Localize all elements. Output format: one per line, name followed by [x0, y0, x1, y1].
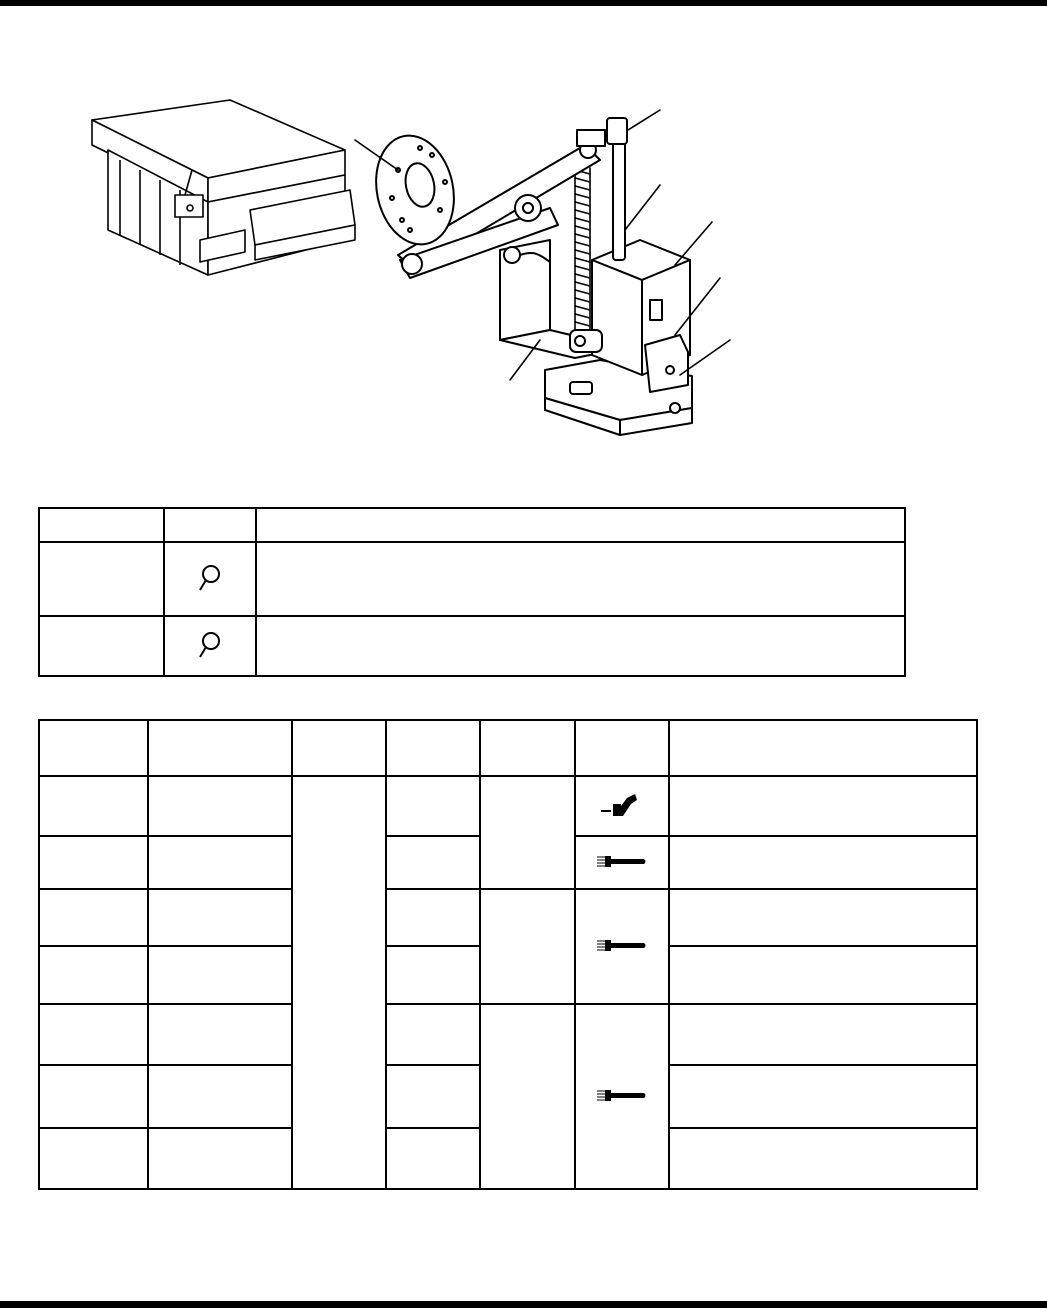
note-cell — [669, 1065, 977, 1128]
point-cell — [386, 946, 480, 1004]
inspection-cell — [39, 542, 164, 616]
note-cell — [669, 1128, 977, 1189]
maintenance-header-cell — [480, 720, 575, 776]
part-cell — [148, 1065, 292, 1128]
inspection-icon-cell — [164, 542, 256, 616]
maintenance-row — [39, 776, 977, 836]
method-cell — [480, 1004, 575, 1189]
maintenance-row — [39, 1004, 977, 1065]
top-rule — [0, 0, 1047, 6]
magnifier-icon — [197, 562, 223, 594]
inspection-header-cell — [39, 508, 164, 542]
part-cell — [148, 889, 292, 946]
part-cell — [148, 776, 292, 836]
method-cell — [480, 889, 575, 1004]
point-cell — [386, 1004, 480, 1065]
point-cell — [386, 889, 480, 946]
tool-cell — [575, 889, 669, 1004]
maintenance-header-cell — [386, 720, 480, 776]
note-cell — [669, 889, 977, 946]
inspection-cell — [256, 542, 905, 616]
note-cell — [669, 946, 977, 1004]
stopper-assembly-drawing — [355, 110, 730, 435]
maintenance-header-cell — [148, 720, 292, 776]
maintenance-header-cell — [669, 720, 977, 776]
inspection-header-cell — [164, 508, 256, 542]
inspection-header-cell — [256, 508, 905, 542]
part-cell — [148, 836, 292, 889]
assembly-illustration — [80, 90, 780, 450]
item-cell — [39, 836, 148, 889]
inspection-row — [39, 616, 905, 676]
point-cell — [386, 1128, 480, 1189]
point-cell — [386, 1065, 480, 1128]
item-cell — [39, 1128, 148, 1189]
item-cell — [39, 1065, 148, 1128]
spring-coil — [575, 168, 590, 336]
brush-icon — [596, 938, 648, 952]
maintenance-header-row — [39, 720, 977, 776]
inspection-table — [38, 507, 906, 677]
inspection-icon-cell — [164, 616, 256, 676]
note-cell — [669, 836, 977, 889]
item-cell — [39, 946, 148, 1004]
brush-icon — [596, 854, 648, 868]
inspection-cell — [256, 616, 905, 676]
part-cell — [148, 1004, 292, 1065]
inspection-row — [39, 542, 905, 616]
maintenance-table — [38, 719, 978, 1190]
maintenance-header-cell — [575, 720, 669, 776]
inspection-header-row — [39, 508, 905, 542]
magnifier-icon — [197, 629, 223, 661]
machine-overview-drawing — [92, 100, 355, 275]
tool-cell — [575, 836, 669, 889]
maintenance-header-cell — [292, 720, 386, 776]
brush-icon — [596, 1088, 648, 1102]
item-cell — [39, 776, 148, 836]
item-cell — [39, 1004, 148, 1065]
tool-cell — [575, 776, 669, 836]
item-cell — [39, 889, 148, 946]
part-cell — [148, 1128, 292, 1189]
note-cell — [669, 776, 977, 836]
maintenance-row — [39, 889, 977, 946]
category-cell — [292, 776, 386, 1189]
note-cell — [669, 1004, 977, 1065]
method-cell — [480, 776, 575, 889]
inspection-cell — [39, 616, 164, 676]
oil-gun-icon — [597, 792, 647, 818]
bottom-rule — [0, 1301, 1047, 1308]
maintenance-header-cell — [39, 720, 148, 776]
point-cell — [386, 836, 480, 889]
point-cell — [386, 776, 480, 836]
tool-cell — [575, 1004, 669, 1189]
part-cell — [148, 946, 292, 1004]
